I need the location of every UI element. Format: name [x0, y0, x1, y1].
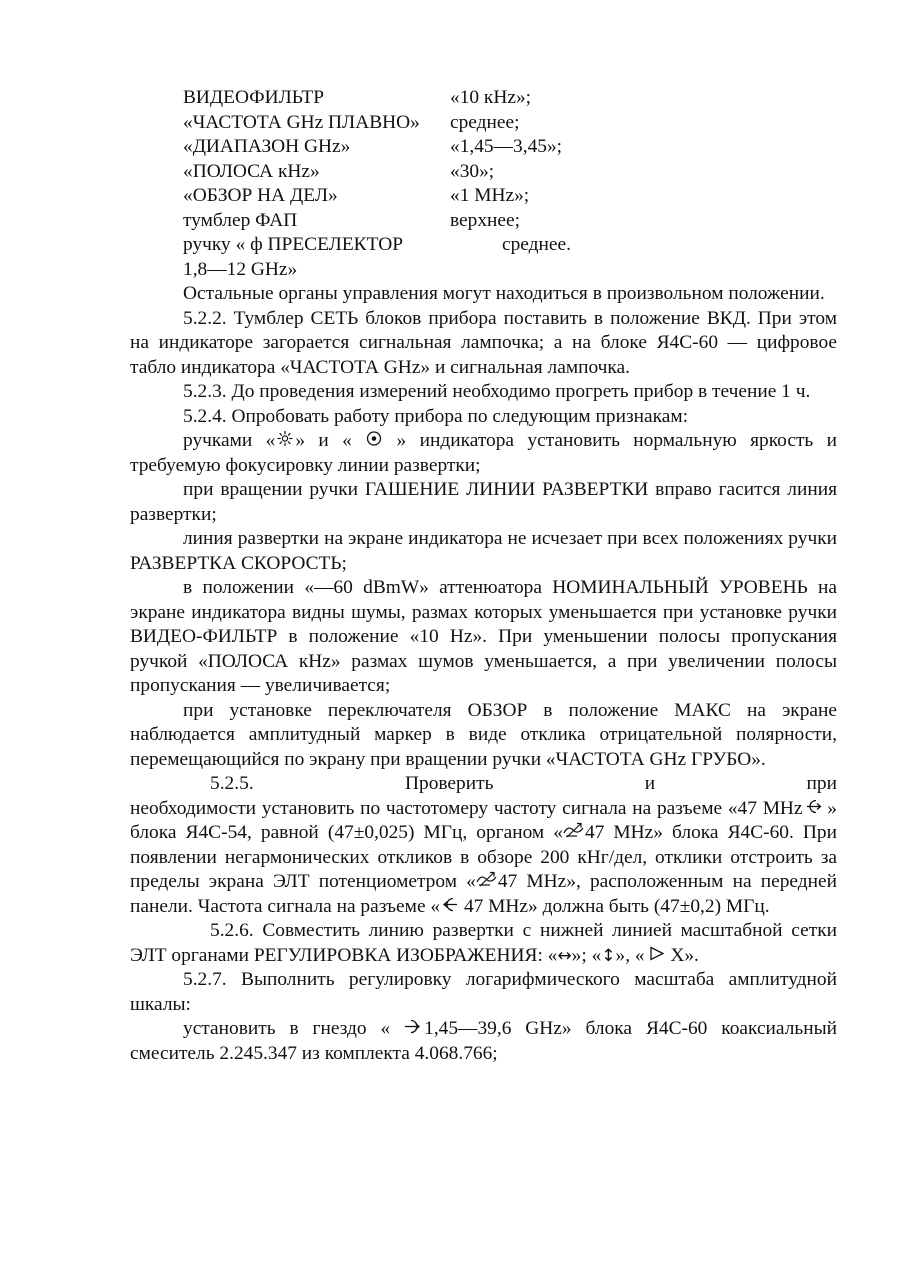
focus-icon [365, 430, 383, 451]
paragraph-5-2-4: 5.2.4. Опробовать работу прибора по следующим признакам: [183, 405, 689, 427]
setting-label: «ЧАСТОТА GНz ПЛАВНО» [183, 111, 420, 133]
horizontal-shift-icon: ↔ [557, 945, 572, 966]
paragraph-check-noise: в положении «—60 dBmW» аттенюатора НОМИНАЛЬНЫЙ УРОВЕНЬ на экране индикатора видны шумы, размах которых уменьшается при установке ручки ВИДЕО-ФИЛЬТР в положение «10 Нz». При уменьшении полосы пропускания ручкой «ПОЛОСА кНz» размах шумов уменьшается, а при увеличении полосы пропускания — увеличивается; [130, 577, 837, 696]
paragraph-check-sweep: линия развертки на экране индикатора не исчезает при всех положениях ручки РАЗВЕРТКА СКОРОСТЬ; [130, 528, 837, 574]
settings-table [183, 86, 571, 282]
trim-potentiometer-icon [563, 822, 585, 843]
setting-label: 1,8—12 GНz» [183, 258, 298, 280]
triangle-right-icon [649, 945, 665, 966]
setting-value: «10 кНz»; [450, 87, 532, 108]
settings-row [183, 135, 571, 160]
paragraph-5-2-5 [130, 797, 837, 920]
text-run: » блока Я4С-54, равной (47±0,025) МГц, органом « [130, 797, 837, 843]
paragraph: Остальные органы управления могут находиться в произвольном положении. [183, 283, 825, 304]
paragraph-5-2-3: 5.2.3. До проведения измерений необходимо прогреть прибор в течение 1 ч. [183, 381, 811, 402]
settings-row [183, 184, 571, 209]
paragraph-5-2-5-heading: 5.2.5. Проверить и при [210, 773, 837, 794]
setting-label: ВИДЕОФИЛЬТР [183, 87, 325, 108]
setting-value: «30»; [450, 160, 495, 182]
text-run: » индикатора установить нормальную яркость и требуемую фокусировку линии развертки; [130, 430, 837, 476]
settings-row [183, 111, 571, 136]
paragraph-check-marker: при установке переключателя ОБЗОР в положение МАКС на экране наблюдается амплитудный маркер в виде отклика отрицательной полярности, перемещающийся по экрану при вращении ручки «ЧАСТОТА GНz ГРУБО». [130, 699, 837, 770]
setting-label: ручку « ф ПРЕСЕЛЕКТОР [183, 234, 403, 255]
text-run: 5.2.6. Совместить линию развертки с нижней линией масштабной сетки ЭЛТ органами РЕГУЛИРОВКА ИЗОБРАЖЕНИЯ: « [130, 920, 837, 966]
text-run: 47 МНz», расположенным на передней панели. Частота сигнала на разъеме « [130, 871, 837, 917]
setting-value: среднее. [502, 234, 571, 255]
trim-potentiometer-icon [476, 871, 498, 892]
page-content [130, 86, 837, 1066]
text-run: 47 МНz» блока Я4С-60. При появлении негармонических откликов в обзоре 200 кНг/дел, отклики отстроить за пределы экрана ЭЛТ потенциометром « [130, 822, 837, 892]
paragraph-5-2-7: 5.2.7. Выполнить регулировку логарифмического масштаба амплитудной шкалы: [130, 969, 837, 1015]
brightness-icon [275, 430, 295, 451]
setting-label: «ПОЛОСА кНz» [183, 160, 320, 182]
vertical-shift-icon: ↕ [601, 945, 616, 966]
coax-input-icon [404, 1018, 424, 1039]
text-run: ручками « [183, 430, 276, 451]
setting-value [450, 258, 571, 283]
settings-row [183, 160, 571, 185]
text-run: 1,45—39,6 GНz» блока Я4С-60 коаксиальный смеситель 2.245.347 из комплекта 4.068.766; [130, 1018, 838, 1064]
paragraph-check-brightness [130, 429, 837, 478]
text-run: », « [615, 944, 650, 966]
settings-row [183, 258, 571, 283]
setting-value: «1 МНz»; [450, 185, 530, 206]
settings-row [183, 233, 571, 258]
setting-label: тумблер ФАП [183, 209, 298, 231]
connector-output-icon [803, 798, 822, 819]
text-run: » и « [295, 430, 366, 451]
setting-label: «ДИАПАЗОН GНz» [183, 136, 351, 157]
setting-label: «ОБЗОР НА ДЕЛ» [183, 185, 338, 206]
text-run: необходимости установить по частотомеру частоту сигнала на разъеме «47 МНz [130, 797, 803, 819]
settings-row [183, 86, 571, 111]
setting-value: верхнее; [450, 209, 521, 231]
text-run: установить в гнездо « [183, 1018, 405, 1039]
text-run: »; « [571, 944, 602, 966]
text-run: Х». [665, 944, 699, 966]
paragraph-5-2-6 [130, 919, 837, 968]
setting-value: среднее; [450, 111, 520, 133]
paragraph-install-mixer [130, 1017, 837, 1066]
paragraph-check-blanking: при вращении ручки ГАШЕНИЕ ЛИНИИ РАЗВЕРТКИ вправо гасится линия развертки; [130, 479, 837, 525]
setting-value: «1,45—3,45»; [450, 136, 563, 157]
text-run: 47 МНz» должна быть (47±0,2) МГц. [459, 895, 770, 917]
connector-input-icon [440, 896, 459, 917]
paragraph-5-2-2: 5.2.2. Тумблер СЕТЬ блоков прибора поставить в положение ВКД. При этом на индикаторе загорается сигнальная лампочка; а на блоке Я4С-60 — цифровое табло индикатора «ЧАСТОТА GНz» и сигнальная лампочка. [130, 307, 837, 378]
settings-row [183, 209, 571, 234]
